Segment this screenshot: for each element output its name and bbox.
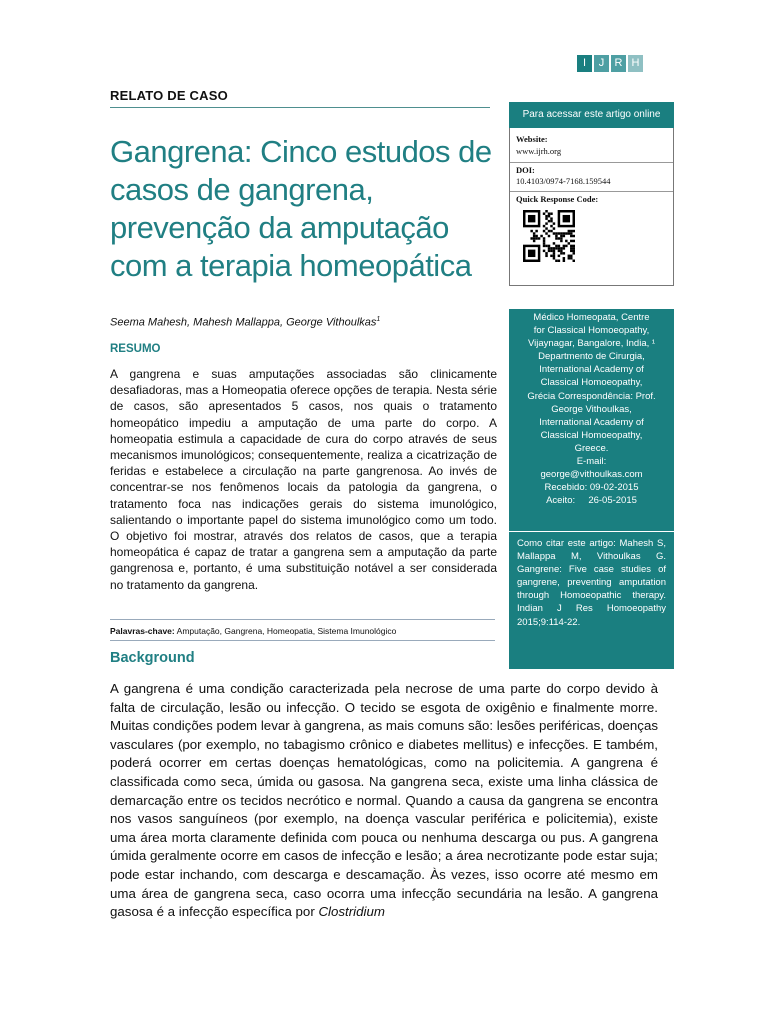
doi-label: DOI:	[516, 165, 535, 175]
affiliation-line: Classical Homoeopathy,	[540, 429, 643, 441]
logo-letter: J	[594, 55, 609, 72]
logo-letter: R	[611, 55, 626, 72]
citation-box: Como citar este artigo: Mahesh S, Mallappa M, Vithoulkas G. Gangrene: Five case studies of gangrene, preventing amputation through Homoeopathic therapy. Indian J Res Homoeopathy 2015;9:114-22.	[509, 532, 674, 669]
logo-letter: I	[577, 55, 592, 72]
section-label: RELATO DE CASO	[110, 88, 228, 103]
affiliation-line: International Academy of	[539, 364, 644, 376]
access-header: Para acessar este artigo online	[509, 102, 674, 128]
background-heading: Background	[110, 650, 195, 666]
access-box	[509, 128, 674, 286]
affiliation-line: Classical Homoeopathy,	[540, 377, 643, 389]
affiliation-line: Aceito: 26-05-2015	[546, 495, 637, 507]
body-text	[110, 680, 658, 922]
authors-names: Seema Mahesh, Mahesh Mallappa, George Vithoulkas	[110, 316, 377, 329]
affiliation-box	[509, 309, 674, 531]
keywords-divider-bottom	[110, 640, 495, 641]
affiliation-line: Greece.	[574, 442, 609, 454]
keywords	[110, 626, 495, 636]
authors	[110, 316, 380, 329]
affiliation-line: Grécia Correspondência: Prof.	[527, 390, 656, 402]
access-box-divider	[510, 162, 673, 163]
website-label: Website:	[516, 134, 548, 144]
doi-value[interactable]: 10.4103/0974-7168.159544	[516, 176, 611, 186]
keywords-list: Amputação, Gangrena, Homeopatia, Sistema Imunológico	[176, 626, 397, 636]
body-text-main: A gangrena é uma condição caracterizada pela necrose de uma parte do corpo devido à falta de circulação, lesão ou infecção. O tecido se esgota de oxigênio e finalmente morre. Muitas condições podem levar à gangrena, as mais comuns são: lesões periféricas, doenças vasculares (por exemplo, no tabagismo crônico e diabetes mellitus) e infecções. E também, poderá ocorrer em certas doenças hematológicas, como na policitemia. A gangrena é classificada como seca, úmida ou gasosa. Na gangrena seca, existe uma linha clássica de demarcação entre os tecidos necrótico e normal. Quando a causa da gangrena se encontra nos vasos sanguíneos (por exemplo, na doença vascular periférica e policitemia), existe uma área morta claramente definida com pouca ou nenhuma descarga ou pus. A gangrena úmida geralmente ocorre em casos de infecção e lesão; a área necrotizante pode estar suja; pode estar inchando, com descarga e descamação. Às vezes, isso ocorre até mesmo em uma área de gangrena seca, caso ocorra uma infecção secundária na lesão. A gangrena gasosa é a infecção específica por	[110, 681, 658, 920]
authors-superscript: 1	[376, 316, 381, 323]
affiliation-line: George Vithoulkas,	[551, 403, 632, 415]
website-link[interactable]: www.ijrh.org	[516, 146, 562, 156]
affiliation-line: george@vithoulkas.com	[540, 469, 643, 481]
affiliation-line: E-mail:	[576, 456, 607, 468]
affiliation-line: Departmento de Cirurgia,	[538, 351, 645, 363]
journal-logo	[577, 55, 643, 72]
abstract-heading: RESUMO	[110, 343, 161, 355]
body-text-italic: Clostridium	[318, 904, 385, 920]
affiliation-line: Recebido: 09-02-2015	[544, 482, 639, 494]
abstract-text: A gangrena e suas amputações associadas são clinicamente desafiadoras, mas a Homeopatia oferece opções de terapia. Nesta série de casos, são apresentados 5 casos, nos quais o tratamento homeopático impediu a amputação de uma parte do corpo. A homeopatia estimula a capacidade de cura do corpo através de seus mecanismos imunológicos; consequentemente, realiza a cicatrização de feridas e estabelece a circulação na parte gangrenosa. Ao invés de concentrar-se nos fenômenos locais da patologia da gangrena, o tratamento foca nas indicações gerais do sistema imunológico, salientando o importante papel do sistema imunológico como um todo. O objetivo foi mostrar, através dos relatos de casos, que a terapia homeopática é capaz de tratar a gangrena sem a amputação da parte gangrenosa e, portanto, é uma substituição notável a ser considerada no tratamento da gangrena.	[110, 367, 497, 592]
section-divider	[110, 107, 490, 108]
affiliation-line: for Classical Homoeopathy,	[533, 325, 650, 337]
qr-code-icon	[523, 210, 575, 262]
affiliation-line: Médico Homeopata, Centre	[533, 312, 650, 323]
affiliation-line: Vijaynagar, Bangalore, India, ¹	[527, 338, 656, 350]
keywords-label: Palavras-chave:	[110, 626, 175, 636]
keywords-divider-top	[110, 619, 495, 620]
affiliation-line: International Academy of	[539, 416, 644, 428]
article-title: Gangrena: Cinco estudos de casos de gangrena, prevenção da amputação com a terapia homeopática	[110, 134, 492, 283]
access-box-divider	[510, 191, 673, 192]
qr-label: Quick Response Code:	[516, 194, 599, 204]
logo-letter: H	[628, 55, 643, 72]
